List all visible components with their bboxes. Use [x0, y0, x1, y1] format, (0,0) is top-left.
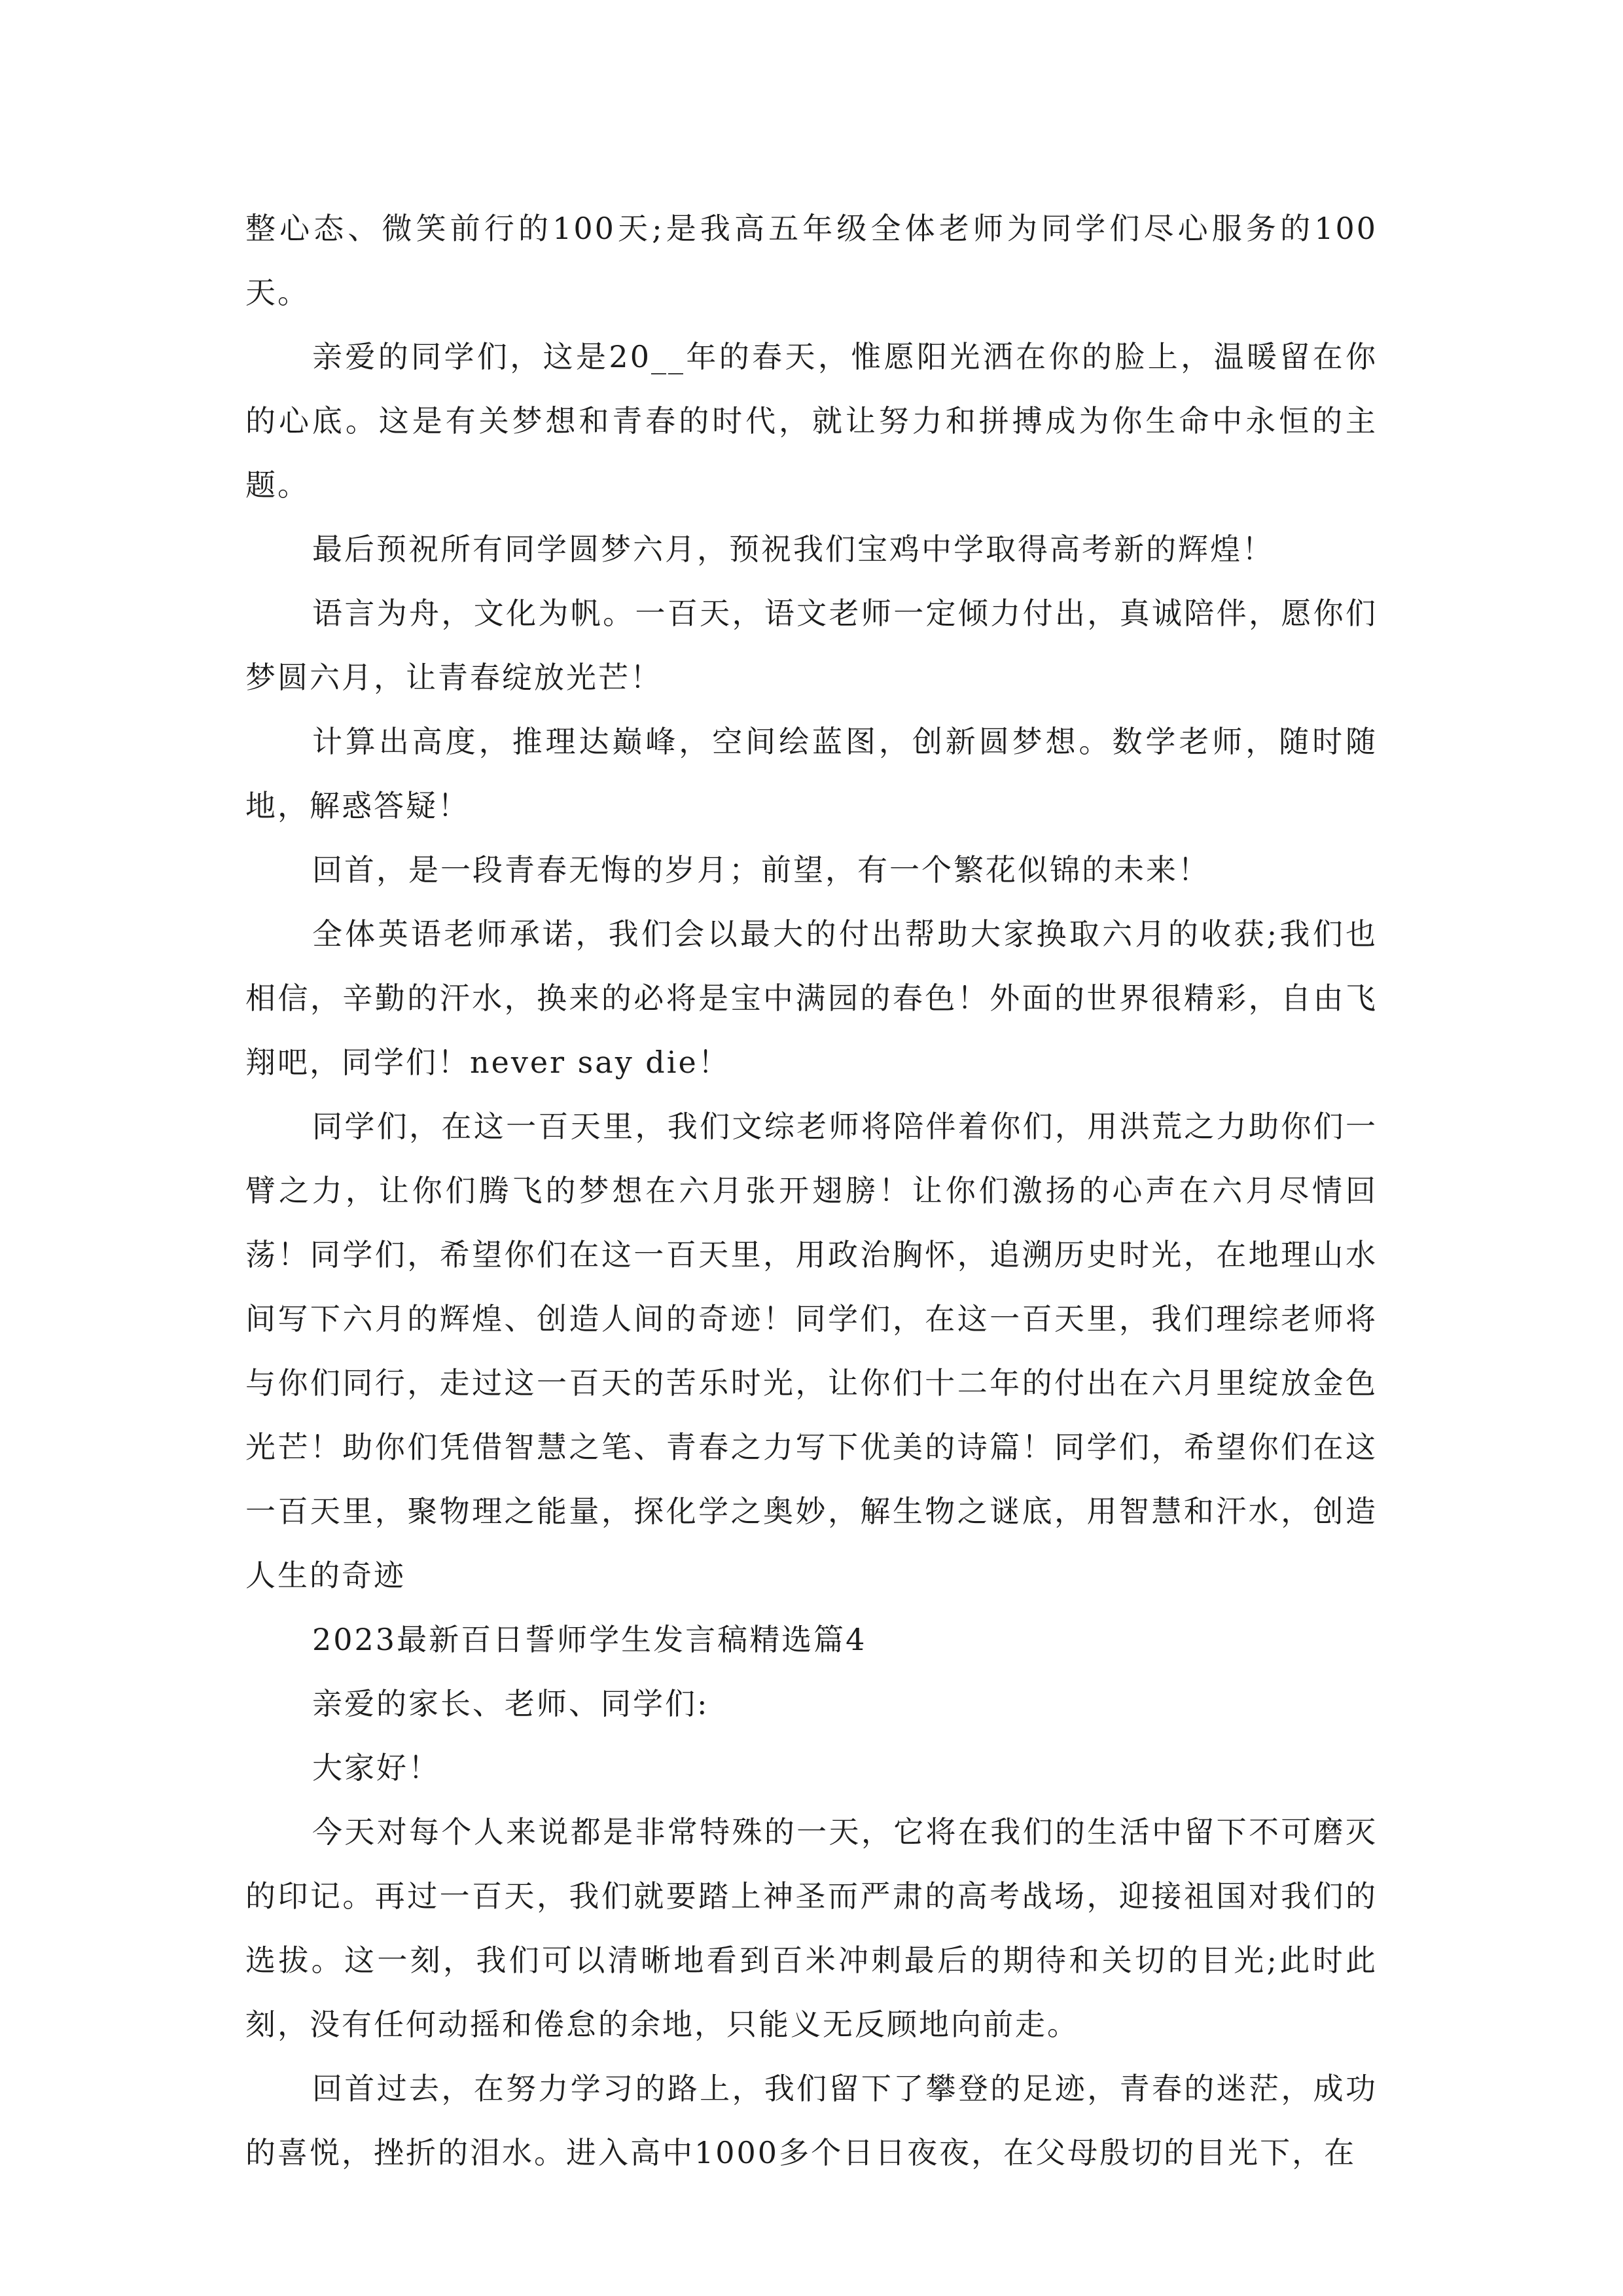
- paragraph: 今天对每个人来说都是非常特殊的一天，它将在我们的生活中留下不可磨灭的印记。再过一百天，我们就要踏上神圣而严肃的高考战场，迎接祖国对我们的选拔。这一刻，我们可以清晰地看到百米冲刺最后的期待和关切的目光;此时此刻，没有任何动摇和倦怠的余地，只能义无反顾地向前走。: [245, 1814, 1378, 2042]
- paragraph: 回首过去，在努力学习的路上，我们留下了攀登的足迹，青春的迷茫，成功的喜悦，挫折的泪水。进入高中1000多个日日夜夜，在父母殷切的目光下，在: [245, 2071, 1378, 2170]
- paragraph: 整心态、微笑前行的100天;是我高五年级全体老师为同学们尽心服务的100天。: [245, 211, 1378, 310]
- salutation: 亲爱的家长、老师、同学们:: [312, 1686, 709, 1721]
- paragraph: 亲爱的同学们，这是20__年的春天，惟愿阳光洒在你的脸上，温暖留在你的心底。这是有关梦想和青春的时代，就让努力和拼搏成为你生命中永恒的主题。: [245, 339, 1378, 503]
- document-body: [245, 196, 1378, 2185]
- paragraph: 计算出高度，推理达巅峰，空间绘蓝图，创新圆梦想。数学老师，随时随地，解惑答疑！: [245, 724, 1378, 823]
- section-heading: 2023最新百日誓师学生发言稿精选篇4: [312, 1622, 867, 1657]
- paragraph: 全体英语老师承诺，我们会以最大的付出帮助大家换取六月的收获;我们也相信，辛勤的汗水，换来的必将是宝中满园的春色！外面的世界很精彩，自由飞翔吧，同学们！never say die！: [245, 916, 1378, 1080]
- paragraph: 语言为舟，文化为帆。一百天，语文老师一定倾力付出，真诚陪伴，愿你们梦圆六月，让青春绽放光芒！: [245, 596, 1378, 695]
- paragraph: 最后预祝所有同学圆梦六月，预祝我们宝鸡中学取得高考新的辉煌！: [312, 531, 1274, 567]
- paragraph: 同学们，在这一百天里，我们文综老师将陪伴着你们，用洪荒之力助你们一臂之力，让你们腾飞的梦想在六月张开翅膀！让你们激扬的心声在六月尽情回荡！同学们，希望你们在这一百天里，用政治胸怀，追溯历史时光，在地理山水间写下六月的辉煌、创造人间的奇迹！同学们，在这一百天里，我们理综老师将与你们同行，走过这一百天的苦乐时光，让你们十二年的付出在六月里绽放金色光芒！助你们凭借智慧之笔、青春之力写下优美的诗篇！同学们，希望你们在这一百天里，聚物理之能量，探化学之奥妙，解生物之谜底，用智慧和汗水，创造人生的奇迹: [245, 1109, 1378, 1593]
- paragraph: 回首，是一段青春无悔的岁月；前望，有一个繁花似锦的未来！: [312, 852, 1210, 888]
- greeting: 大家好！: [312, 1750, 440, 1785]
